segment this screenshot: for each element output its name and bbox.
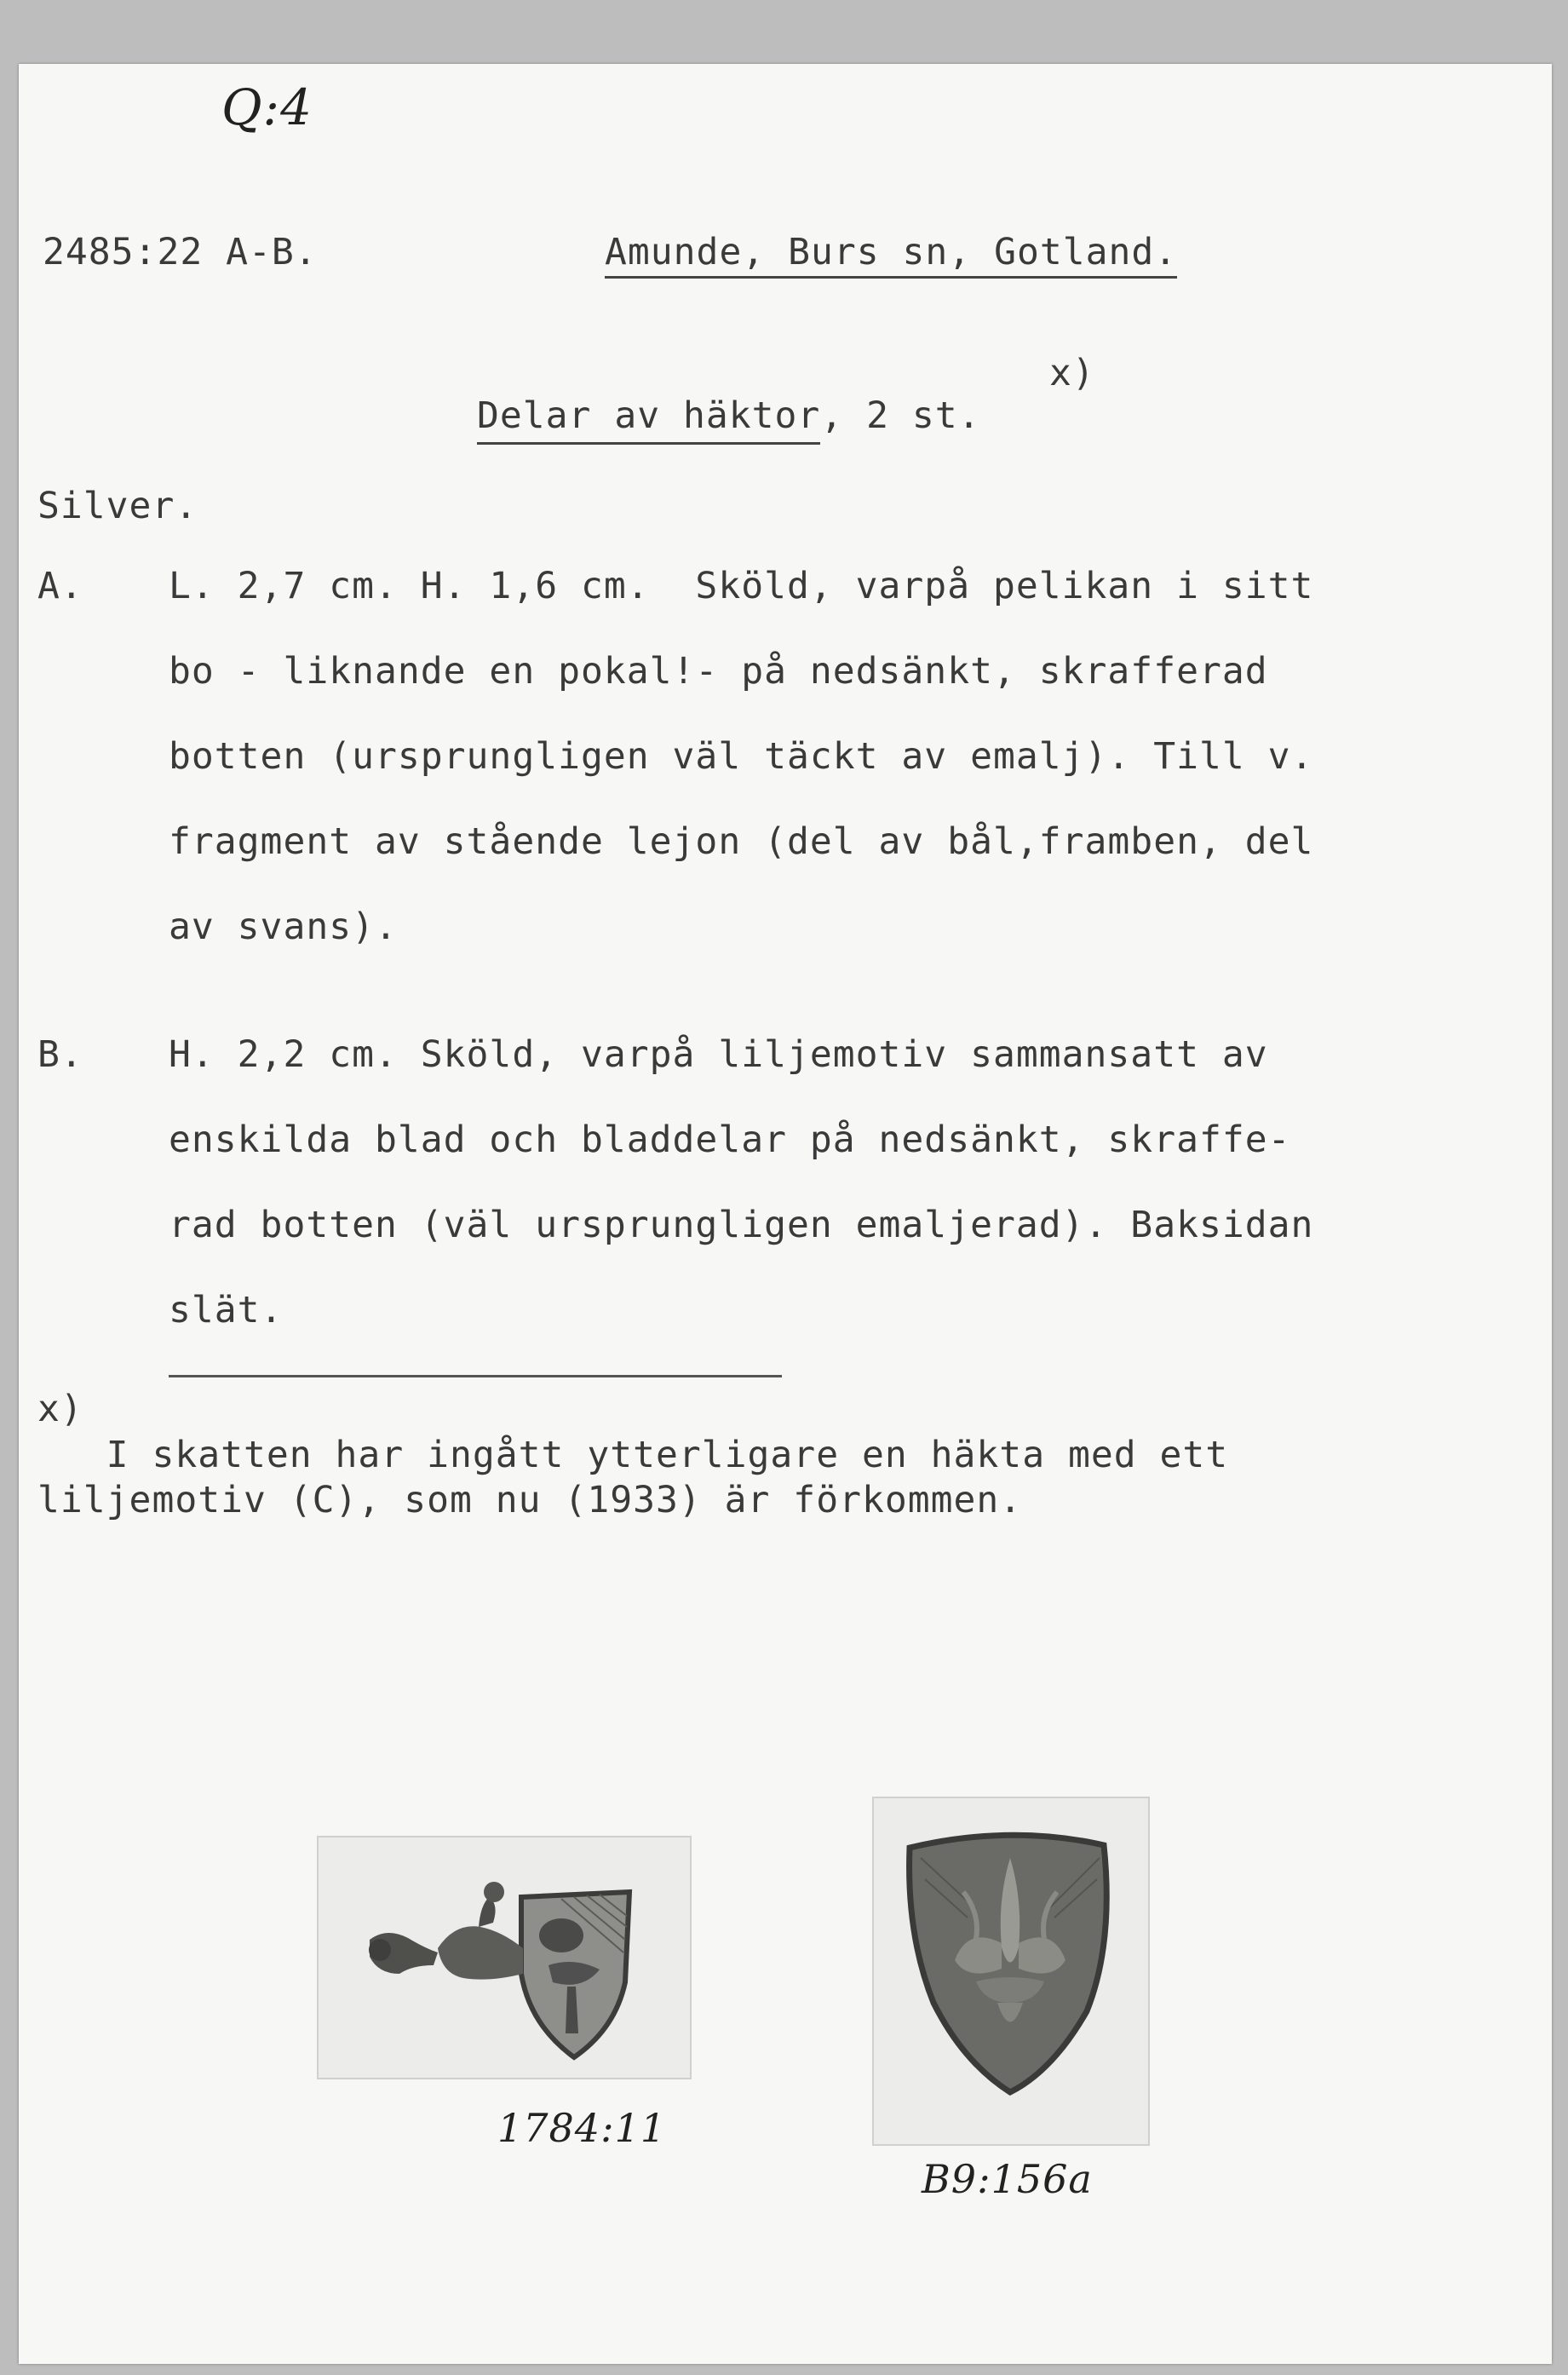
footnote-line: liljemotiv (C), som nu (1933) är förkommen. [37,1479,1023,1521]
section-a-label: A. [37,565,83,607]
footnote-line: I skatten har ingått ytterligare en häkta med ett [37,1434,1229,1476]
photo-caption-pelican: 1784:11 [497,2105,667,2151]
find-location: Amunde, Burs sn, Gotland. [605,234,1177,279]
photo-pelican-hook [317,1836,692,2079]
section-a-line: botten (ursprungligen väl täckt av emalj). Till v. [169,735,1314,778]
section-b-line: H. 2,2 cm. Sköld, varpå liljemotiv sammansatt av [169,1033,1268,1076]
section-a-line: L. 2,7 cm. H. 1,6 cm. Sköld, varpå pelikan i sitt [169,565,1314,607]
title-footnote-mark: x) [1049,352,1095,394]
footnote-mark: x) [37,1388,83,1430]
shield-pelican-icon [319,1837,690,2078]
inventory-number: 2485:22 A-B. [43,231,318,273]
section-b-line: rad botten (väl ursprungligen emaljerad). Baksidan [169,1204,1314,1246]
photo-lily-hook [872,1797,1150,2146]
section-a-line: bo - liknande en pokal!- på nedsänkt, skrafferad [169,650,1268,693]
photo-caption-lily: B9:156a [922,2156,1093,2202]
handwritten-shelf-mark: Q:4 [221,78,313,136]
section-a-line: av svans). [169,906,398,948]
catalog-card [19,64,1552,2364]
object-count: , 2 st. [820,394,981,437]
section-b-line: slät. [169,1289,284,1331]
section-b-label: B. [37,1033,83,1076]
object-title-text: Delar av häktor [477,394,820,445]
section-a-line: fragment av stående lejon (del av bål,framben, del [169,820,1314,863]
material: Silver. [37,485,198,527]
footnote-divider [169,1375,782,1377]
object-title [477,394,981,437]
shield-lily-icon [874,1798,1148,2144]
section-b-line: enskilda blad och bladdelar på nedsänkt, skraffe- [169,1118,1291,1161]
